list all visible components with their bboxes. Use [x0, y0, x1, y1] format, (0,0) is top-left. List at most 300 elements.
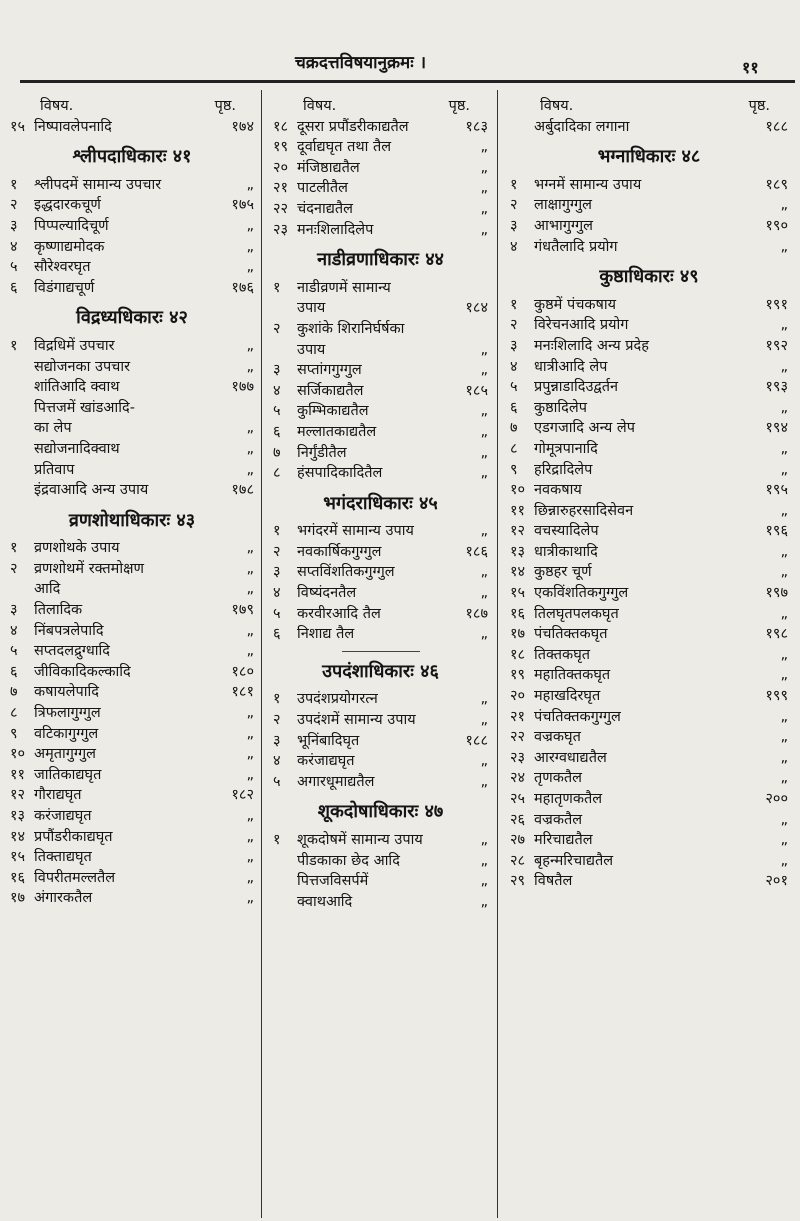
entry-title: नवकार्षिकगुग्गुल — [297, 543, 382, 560]
index-entry — [10, 724, 254, 745]
entry-title: विरेचनआदि प्रयोग — [534, 317, 629, 334]
entry-title: इद्धदारकचूर्ण — [34, 197, 101, 214]
entry-page: „ — [246, 890, 254, 907]
index-entry — [510, 315, 788, 336]
index-entry — [510, 665, 788, 686]
entry-title: इंद्रवाआदि अन्य उपाय — [34, 482, 149, 499]
entry-page: „ — [480, 753, 488, 770]
entry-page: „ — [780, 317, 788, 334]
entry-page: १९४ — [765, 420, 788, 437]
entry-page: १९० — [765, 217, 788, 234]
entry-title: सप्तांगगुग्गुल — [297, 362, 362, 379]
entry-number: १० — [510, 482, 526, 499]
index-entry — [273, 772, 488, 793]
index-entry — [510, 686, 788, 707]
entry-number: १६ — [10, 869, 26, 886]
entry-number: २० — [510, 688, 526, 705]
entry-title: अंगारकतैल — [34, 890, 93, 907]
entry-number: ३ — [273, 732, 281, 749]
index-entry — [10, 662, 254, 683]
entry-title: अमृतागुग्गुल — [34, 746, 97, 763]
entry-number: ३ — [273, 564, 281, 581]
entry-title: विडंगाद्यचूर्ण — [34, 279, 95, 296]
entry-title: आभागुग्गुल — [534, 217, 594, 234]
entry-number: १७ — [10, 890, 26, 907]
entry-page: „ — [780, 399, 788, 416]
entry-page: „ — [480, 873, 488, 890]
entry-title: अर्बुदादिका लगाना — [534, 118, 630, 135]
subject-heading: विषय. — [40, 98, 74, 114]
page-header — [0, 0, 800, 88]
entry-page: „ — [480, 200, 488, 217]
index-entry — [10, 117, 254, 138]
entry-title: पीडकाका छेद आदि — [297, 852, 400, 869]
entry-page: „ — [246, 238, 254, 255]
entry-number: २ — [273, 712, 281, 729]
index-entry — [273, 278, 488, 299]
entry-number: १ — [510, 296, 518, 313]
index-entry — [510, 480, 788, 501]
entry-page: „ — [780, 238, 788, 255]
entry-number: २९ — [510, 873, 526, 890]
index-entry — [273, 401, 488, 422]
entry-page: „ — [780, 358, 788, 375]
entry-page: „ — [246, 540, 254, 557]
entry-number: ६ — [273, 626, 281, 643]
entry-number: २१ — [510, 708, 526, 725]
entry-title: क्वाथआदि — [297, 893, 353, 910]
index-entry — [10, 398, 254, 419]
entry-title: निशाद्य तैल — [297, 626, 355, 643]
entry-page: „ — [246, 705, 254, 722]
header-rule — [20, 80, 795, 83]
entry-page: „ — [246, 259, 254, 276]
page-heading: पृष्ठ. — [448, 98, 470, 114]
entry-title: उपाय — [297, 300, 326, 317]
entry-title: आरग्वधाद्यतैल — [534, 749, 607, 766]
section-title: कुष्ठाधिकारः ४९ — [599, 266, 699, 288]
index-entry — [10, 460, 254, 481]
entry-title: विषतैल — [534, 873, 573, 890]
index-entry — [10, 806, 254, 827]
entry-title: महाखदिरघृत — [534, 688, 601, 705]
entry-page: „ — [780, 832, 788, 849]
entry-page: „ — [480, 626, 488, 643]
index-entry — [10, 888, 254, 909]
entry-title: अगारधूमाद्यतैल — [297, 773, 375, 790]
entry-title: हरिद्रादिलेप — [534, 461, 593, 478]
index-entry — [273, 830, 488, 851]
index-entry — [510, 501, 788, 522]
index-entry — [273, 443, 488, 464]
entry-page: „ — [480, 139, 488, 156]
index-entry — [510, 851, 788, 872]
index-entry — [273, 340, 488, 361]
section-title: व्रणशोथाधिकारः ४३ — [68, 509, 196, 531]
entry-number: ५ — [10, 643, 18, 660]
entry-title: सौरेश्वरघृत — [34, 259, 91, 276]
entry-page: १८० — [231, 663, 254, 680]
entry-number: ४ — [273, 585, 281, 602]
entry-page: „ — [480, 523, 488, 540]
entry-page: „ — [246, 766, 254, 783]
index-entry — [510, 175, 788, 196]
index-entry — [10, 175, 254, 196]
entry-number: १ — [10, 176, 18, 193]
entry-page: „ — [480, 403, 488, 420]
entry-number: ११ — [510, 502, 526, 519]
entry-page: „ — [246, 808, 254, 824]
index-entry — [510, 295, 788, 316]
entry-title: वज्रकघृत — [534, 729, 581, 746]
entry-page: १८४ — [465, 300, 488, 317]
entry-title: मरिचाद्यतैल — [534, 832, 593, 849]
entry-number: ६ — [510, 399, 518, 416]
entry-title: विपरीतमल्लतैल — [34, 869, 116, 886]
entry-number: १४ — [10, 828, 26, 845]
entry-title: तिक्तकघृत — [534, 646, 591, 663]
entry-number: २८ — [510, 852, 526, 869]
index-entry — [273, 117, 488, 138]
entry-title: वटिकागुग्गुल — [34, 725, 99, 742]
index-entry — [273, 751, 488, 772]
entry-page: „ — [246, 828, 254, 845]
index-entry — [10, 641, 254, 662]
entry-page: „ — [480, 712, 488, 729]
entry-page: १८६ — [465, 543, 488, 560]
entry-page: १९७ — [765, 585, 788, 602]
entry-title: त्रिफलागुग्गुल — [34, 705, 101, 722]
entry-page: १९९ — [765, 688, 788, 705]
index-entry — [273, 521, 488, 542]
index-entry — [10, 195, 254, 216]
index-entry — [510, 336, 788, 357]
index-entry — [510, 562, 788, 583]
entry-title: छिन्नारुहरसादिसेवन — [534, 502, 634, 519]
entry-page: „ — [780, 646, 788, 663]
entry-number: २२ — [510, 729, 526, 746]
index-entry — [510, 357, 788, 378]
section-title: भग्नाधिकारः ४८ — [597, 146, 701, 168]
entry-page: „ — [246, 581, 254, 598]
entry-number: ४ — [10, 238, 18, 255]
entry-title: मंजिष्ठाद्यतैल — [297, 159, 360, 176]
entry-title: जीविकादिकल्कादि — [34, 663, 131, 680]
entry-title: मल्लातकाद्यतैल — [297, 423, 377, 440]
entry-page: १७४ — [231, 118, 254, 135]
column-header — [510, 96, 788, 117]
entry-number: १२ — [10, 787, 26, 804]
entry-page: „ — [780, 461, 788, 478]
entry-number: ७ — [10, 684, 18, 701]
entry-page: „ — [480, 444, 488, 461]
section-title: नाडीव्रणाधिकारः ४४ — [317, 249, 444, 271]
entry-page: „ — [246, 746, 254, 763]
entry-title: महातिक्तकघृत — [534, 667, 611, 684]
entry-number: १ — [273, 832, 281, 848]
entry-title: उपदंशमें सामान्य उपाय — [297, 712, 416, 729]
entry-page: „ — [246, 461, 254, 478]
index-entry — [510, 604, 788, 625]
entry-title: का लेप — [34, 420, 72, 437]
index-entry — [10, 847, 254, 868]
entry-title: आदि — [34, 581, 61, 598]
index-entry — [510, 810, 788, 831]
entry-page: „ — [780, 197, 788, 214]
index-entry — [10, 744, 254, 765]
entry-title: सर्जिकाद्यतैल — [297, 382, 364, 399]
entry-number: ४ — [273, 753, 281, 770]
index-entry — [273, 298, 488, 319]
entry-title: वज्रकतैल — [534, 811, 583, 828]
index-entry — [510, 237, 788, 258]
entry-page: „ — [246, 358, 254, 375]
entry-title: प्रपौंडरीकाद्यघृत — [34, 828, 113, 845]
entry-page: १९१ — [765, 296, 788, 313]
index-entry — [510, 789, 788, 810]
entry-number: ६ — [10, 663, 18, 680]
entry-title: करवीरआदि तैल — [297, 605, 381, 622]
index-entry — [273, 319, 488, 340]
index-entry — [510, 583, 788, 604]
index-entry — [10, 765, 254, 786]
entry-page: „ — [780, 564, 788, 581]
entry-title: चंदनाद्यतैल — [297, 200, 353, 217]
index-entry — [273, 381, 488, 402]
entry-page: „ — [780, 543, 788, 560]
entry-page: „ — [480, 832, 488, 848]
entry-page: १७६ — [231, 279, 254, 296]
index-entry — [273, 360, 488, 381]
entry-title: उपदंशप्रयोगरत्न — [297, 691, 378, 708]
entry-number: १८ — [273, 118, 289, 135]
entry-page: „ — [480, 893, 488, 910]
index-entry — [510, 727, 788, 748]
index-entry — [10, 278, 254, 299]
entry-title: सप्तदलद्रुग्धादि — [34, 643, 110, 660]
entry-title: सद्योजनादिक्वाथ — [34, 440, 120, 457]
section-divider — [342, 651, 420, 652]
entry-page: १७७ — [231, 379, 254, 396]
entry-number: २ — [510, 197, 518, 214]
entry-number: २५ — [510, 791, 526, 807]
index-entry — [510, 748, 788, 769]
entry-number: ३ — [510, 337, 518, 354]
entry-page: „ — [246, 420, 254, 437]
entry-page: „ — [480, 423, 488, 440]
index-entry — [273, 851, 488, 872]
index-entry — [10, 621, 254, 642]
entry-number: १५ — [10, 118, 26, 135]
entry-page: १७८ — [231, 482, 254, 499]
index-entry — [10, 439, 254, 460]
entry-page: १९२ — [765, 337, 788, 354]
index-entry — [10, 579, 254, 600]
entry-title: नाडीव्रणमें सामान्य — [297, 279, 391, 296]
entry-page: १९८ — [765, 626, 788, 643]
entry-page: „ — [480, 180, 488, 197]
entry-number: ७ — [510, 420, 518, 437]
column-2 — [273, 96, 488, 912]
index-entry — [10, 336, 254, 357]
index-entry — [273, 220, 488, 241]
index-entry — [510, 460, 788, 481]
index-entry — [10, 682, 254, 703]
entry-page: १८३ — [465, 118, 488, 135]
entry-title: भगंदरमें सामान्य उपाय — [297, 523, 414, 540]
index-entry — [273, 158, 488, 179]
entry-number: १४ — [510, 564, 526, 581]
entry-page: „ — [780, 502, 788, 519]
entry-number: १ — [510, 176, 518, 193]
index-entry — [273, 178, 488, 199]
entry-page: „ — [246, 849, 254, 866]
index-entry — [273, 624, 488, 645]
subject-heading: विषय. — [540, 98, 574, 114]
section-title: उपदंशाधिकारः ४६ — [322, 660, 439, 682]
entry-number: १३ — [510, 543, 526, 560]
entry-number: १३ — [10, 808, 26, 824]
entry-number: २१ — [273, 180, 289, 197]
entry-title: कुष्ठादिलेप — [534, 399, 587, 416]
entry-title: नवकषाय — [534, 482, 582, 499]
entry-number: २ — [273, 320, 281, 337]
entry-number: ७ — [273, 444, 281, 461]
entry-title: तृणकतैल — [534, 770, 582, 787]
index-entry — [273, 710, 488, 731]
entry-title: तिलघृतपलकघृत — [534, 605, 619, 622]
entry-number: २० — [273, 159, 289, 176]
index-entry — [273, 583, 488, 604]
entry-page: १९३ — [765, 379, 788, 396]
column-divider — [497, 90, 498, 1218]
entry-number: ५ — [273, 605, 281, 622]
index-entry — [10, 785, 254, 806]
entry-number: १ — [273, 523, 281, 540]
entry-page: १९६ — [765, 523, 788, 540]
index-entry — [510, 830, 788, 851]
index-entry — [10, 827, 254, 848]
entry-page: „ — [780, 749, 788, 766]
entry-number: १९ — [510, 667, 526, 684]
index-entry — [510, 768, 788, 789]
entry-number: २ — [10, 197, 18, 214]
entry-title: पंचतिक्तकगुग्गुल — [534, 708, 621, 725]
entry-title: मनःशिलादि अन्य प्रदेह — [534, 337, 649, 354]
entry-number: २३ — [273, 221, 289, 238]
entry-number: १५ — [510, 585, 526, 602]
index-entry — [510, 871, 788, 892]
entry-page: „ — [480, 773, 488, 790]
entry-page: „ — [246, 217, 254, 234]
entry-title: कुम्भिकाद्यतैल — [297, 403, 369, 420]
entry-number: ३ — [273, 362, 281, 379]
entry-page: „ — [480, 585, 488, 602]
index-entry — [10, 703, 254, 724]
entry-number: २६ — [510, 811, 526, 828]
section-title: श्लीपदाधिकारः ४१ — [72, 146, 192, 168]
entry-number: ५ — [273, 773, 281, 790]
entry-title: पाटलीतैल — [297, 180, 348, 197]
entry-page: १८१ — [231, 684, 254, 701]
entry-title: तिलादिक — [34, 602, 83, 619]
page-heading: पृष्ठ. — [748, 98, 770, 114]
entry-page: „ — [246, 176, 254, 193]
entry-page: „ — [246, 643, 254, 660]
entry-number: २ — [273, 543, 281, 560]
entry-title: सद्योजनका उपचार — [34, 358, 131, 375]
entry-number: १० — [10, 746, 26, 763]
index-entry — [10, 357, 254, 378]
subject-heading: विषय. — [303, 98, 337, 114]
column-3 — [510, 96, 788, 892]
entry-title: विद्रधिमें उपचार — [34, 337, 115, 354]
entry-title: धात्रीआदि लेप — [534, 358, 608, 375]
entry-number: २ — [10, 560, 18, 577]
entry-page: „ — [246, 440, 254, 457]
entry-title: कुष्ठमें पंचकषाय — [534, 296, 617, 313]
index-entry — [273, 871, 488, 892]
index-entry — [10, 538, 254, 559]
entry-number: ४ — [510, 358, 518, 375]
entry-title: शांतिआदि क्वाथ — [34, 379, 120, 396]
entry-number: १ — [10, 337, 18, 354]
column-header — [273, 96, 488, 117]
entry-number: ६ — [273, 423, 281, 440]
index-entry — [10, 257, 254, 278]
index-entry — [273, 604, 488, 625]
entry-page: „ — [480, 221, 488, 238]
page-heading: पृष्ठ. — [214, 98, 236, 114]
entry-page: „ — [480, 341, 488, 358]
entry-title: वचस्यादिलेप — [534, 523, 599, 540]
index-entry — [10, 559, 254, 580]
index-entry — [273, 562, 488, 583]
index-entry — [510, 542, 788, 563]
column-1 — [10, 96, 254, 909]
entry-number: ११ — [10, 766, 26, 783]
entry-title: गोमूत्रपानादि — [534, 440, 598, 457]
index-entry — [10, 216, 254, 237]
entry-title: महातृणकतैल — [534, 791, 603, 807]
index-entry — [10, 868, 254, 889]
column-header — [10, 96, 254, 117]
entry-number: १५ — [10, 849, 26, 866]
entry-title: पंचतिक्तकघृत — [534, 626, 608, 643]
entry-number: १ — [10, 540, 18, 557]
index-entry — [10, 480, 254, 501]
index-entry — [273, 542, 488, 563]
entry-title: सप्तविंशतिकगुग्गुल — [297, 564, 395, 581]
entry-page: १७५ — [231, 197, 254, 214]
entry-number: ९ — [10, 725, 18, 742]
entry-page: १७९ — [231, 602, 254, 619]
entry-number: ८ — [10, 705, 18, 722]
index-entry — [10, 418, 254, 439]
entry-title: धात्रीकाथादि — [534, 543, 598, 560]
entry-number: ५ — [10, 259, 18, 276]
entry-title: एडगजादि अन्य लेप — [534, 420, 635, 437]
entry-number: २४ — [510, 770, 526, 787]
entry-title: कृष्णाद्यमोदक — [34, 238, 105, 255]
section-title: भगंदराधिकारः ४५ — [323, 492, 438, 514]
entry-title: मनःशिलादिलेप — [297, 221, 374, 238]
entry-number: ९ — [510, 461, 518, 478]
entry-number: २३ — [510, 749, 526, 766]
entry-title: करंजाद्यघृत — [34, 808, 92, 824]
entry-page: १८८ — [465, 732, 488, 749]
entry-title: प्रपुन्नाडादिउद्वर्तन — [534, 379, 619, 396]
